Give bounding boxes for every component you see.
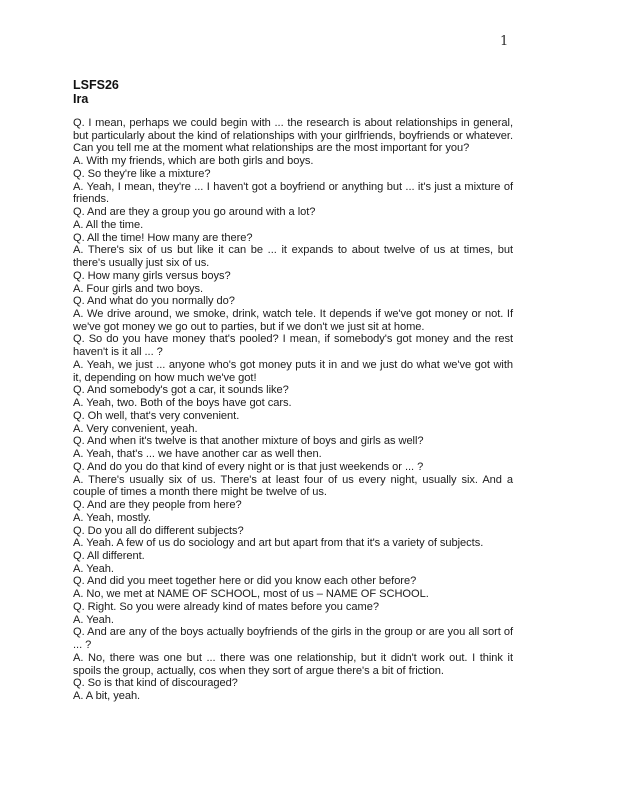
transcript-code: LSFS26 bbox=[73, 78, 119, 92]
answer-turn: A. No, there was one but ... there was one relationship, but it didn't work out. I think it spoils the group, actually, cos when they sort of argue there's a bit of friction. bbox=[73, 651, 513, 677]
answer-turn: A. Yeah. A few of us do sociology and art but apart from that it's a variety of subjects. bbox=[73, 537, 484, 550]
answer-turn: A. We drive around, we smoke, drink, watch tele. It depends if we've got money or not. If we've got money we go out to parties, but if we don't we just sit at home. bbox=[73, 308, 513, 333]
question-turn: Q. And do you do that kind of every night or is that just weekends or ... ? bbox=[73, 460, 424, 473]
interview-transcript bbox=[73, 117, 513, 703]
question-turn: Q. And are any of the boys actually boyfriends of the girls in the group or are you all sort of ... ? bbox=[73, 626, 513, 652]
question-turn: Q. Oh well, that's very convenient. bbox=[73, 409, 240, 422]
answer-turn: A. Yeah. bbox=[73, 562, 114, 575]
answer-turn: A. Yeah, mostly. bbox=[73, 511, 151, 524]
question-turn: Q. And are they people from here? bbox=[73, 499, 242, 512]
answer-turn: A. Yeah, two. Both of the boys have got cars. bbox=[73, 397, 292, 410]
answer-turn: A. Four girls and two boys. bbox=[73, 282, 203, 295]
answer-turn: A. Yeah. bbox=[73, 613, 114, 626]
question-turn: Q. And when it's twelve is that another mixture of boys and girls as well? bbox=[73, 435, 424, 448]
answer-turn: A. Yeah, I mean, they're ... I haven't got a boyfriend or anything but ... it's just a mixture of friends. bbox=[73, 180, 513, 206]
answer-turn: A. Yeah, we just ... anyone who's got money puts it in and we just do what we've got with it, depending on how much we've got! bbox=[73, 358, 513, 384]
question-turn: Q. How many girls versus boys? bbox=[73, 269, 231, 282]
question-turn: Q. And what do you normally do? bbox=[73, 295, 235, 308]
answer-turn: A. With my friends, which are both girls and boys. bbox=[73, 155, 314, 168]
question-turn: Q. Do you all do different subjects? bbox=[73, 524, 244, 537]
question-turn: Q. So is that kind of discouraged? bbox=[73, 677, 238, 690]
question-turn: Q. So do you have money that's pooled? I mean, if somebody's got money and the rest haven't is it all ... ? bbox=[73, 333, 513, 359]
answer-turn: A. No, we met at NAME OF SCHOOL, most of us – NAME OF SCHOOL. bbox=[73, 588, 429, 601]
document-header bbox=[73, 78, 119, 106]
answer-turn: A. Very convenient, yeah. bbox=[73, 422, 198, 435]
answer-turn: A. A bit, yeah. bbox=[73, 690, 141, 703]
page-number: 1 bbox=[500, 34, 509, 49]
question-turn: Q. And are they a group you go around with a lot? bbox=[73, 206, 316, 219]
question-turn: Q. I mean, perhaps we could begin with ... the research is about relationships in general, but particularly about the kind of relationships with your girlfriends, boyfriends or whatever. Can you tell me at the moment what relationships are the most important for you? bbox=[73, 117, 513, 155]
answer-turn: A. There's six of us but like it can be ... it expands to about twelve of us at times, but there's usually just six of us. bbox=[73, 244, 513, 270]
answer-turn: A. Yeah, that's ... we have another car as well then. bbox=[73, 448, 322, 461]
question-turn: Q. And did you meet together here or did you know each other before? bbox=[73, 575, 417, 588]
answer-turn: A. There's usually six of us. There's at least four of us every night, usually six. And a couple of times a month there might be twelve of us. bbox=[73, 473, 513, 499]
answer-turn: A. All the time. bbox=[73, 218, 144, 231]
question-turn: Q. Right. So you were already kind of mates before you came? bbox=[73, 600, 379, 613]
question-turn: Q. And somebody's got a car, it sounds like? bbox=[73, 384, 289, 397]
interviewee-name: Ira bbox=[73, 92, 89, 106]
question-turn: Q. All different. bbox=[73, 549, 145, 562]
question-turn: Q. All the time! How many are there? bbox=[73, 231, 253, 244]
question-turn: Q. So they're like a mixture? bbox=[73, 167, 211, 180]
